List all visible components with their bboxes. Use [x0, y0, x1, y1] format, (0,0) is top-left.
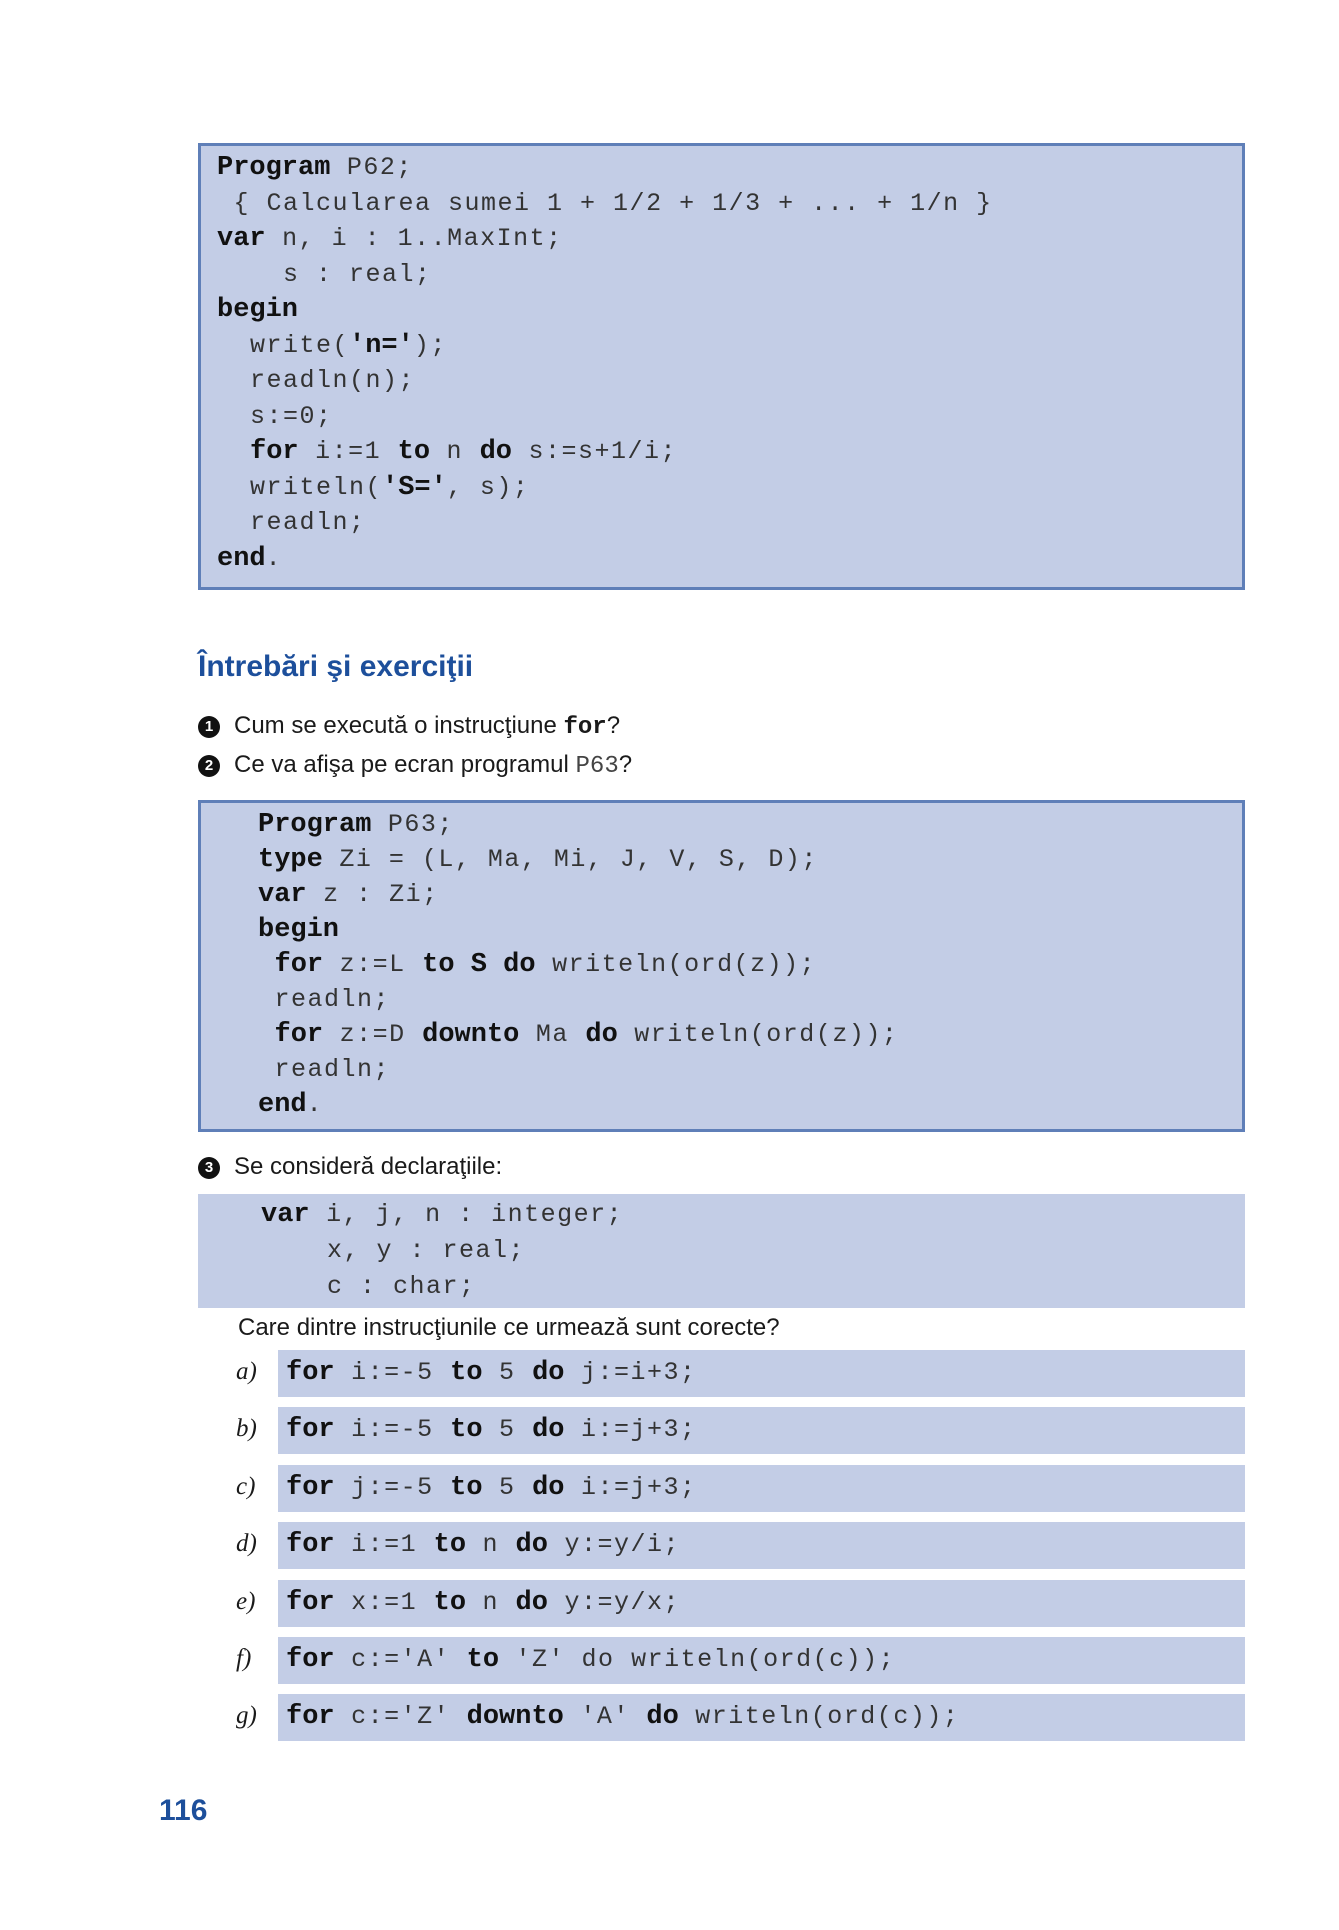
code-keyword: for [286, 1530, 335, 1561]
code-line [217, 542, 282, 576]
code-line [217, 329, 447, 363]
code-text: 'Z' do writeln(ord(c)); [499, 1645, 896, 1674]
code-keyword: do [532, 1415, 565, 1446]
code-line [286, 1413, 697, 1447]
question-number: 2 [198, 755, 220, 777]
code-line [258, 1088, 323, 1122]
code-keyword: begin [217, 295, 299, 325]
code-keyword: 'S=' [382, 472, 447, 503]
code-keyword: for [286, 1472, 335, 1503]
code-text: writeln( [217, 472, 383, 502]
code-text: n [466, 1530, 516, 1560]
code-keyword: to [450, 1472, 483, 1503]
option-label: a) [236, 1358, 257, 1385]
option-label: c) [236, 1472, 256, 1500]
code-line [217, 400, 333, 434]
code-text: s : real; [217, 259, 432, 289]
option-code-d [278, 1522, 1245, 1569]
code-line [286, 1586, 680, 1620]
code-keyword: begin [258, 915, 340, 945]
code-text: j:=i+3; [564, 1358, 697, 1387]
question-text: Ce va afişa pe ecran programul [234, 751, 576, 778]
code-text [217, 437, 250, 466]
option-code-f [278, 1637, 1245, 1684]
code-line [286, 1700, 959, 1734]
code-text: j:=-5 [334, 1472, 451, 1502]
code-line [258, 948, 816, 982]
code-block-p62 [198, 143, 1245, 590]
section-heading: Întrebări şi exerciţii [198, 650, 474, 683]
code-text: 5 [482, 1358, 533, 1387]
code-keyword: do [585, 1020, 618, 1050]
code-text: 5 [482, 1415, 533, 1445]
code-text: . [265, 543, 283, 573]
code-text: readln; [258, 1055, 391, 1084]
code-keyword: for [286, 1645, 335, 1675]
question-text: Cum se execută o instrucţiune [234, 712, 564, 739]
code-text: P62; [330, 153, 413, 182]
code-text: i:=1 [334, 1530, 434, 1560]
code-line [286, 1471, 697, 1505]
question-1 [198, 712, 620, 741]
code-block-p63 [198, 800, 1245, 1132]
code-text: c:='A' [334, 1645, 467, 1674]
option-label: f) [236, 1645, 252, 1672]
question-end: ? [606, 712, 621, 739]
code-text: Zi = (L, Ma, Mi, J, V, S, D); [322, 845, 818, 874]
code-keyword: downto [422, 1020, 520, 1050]
code-text: n [466, 1587, 516, 1617]
option-code-a [278, 1350, 1245, 1397]
code-keyword: do [479, 437, 512, 467]
code-line [286, 1528, 680, 1562]
question-end: ? [618, 751, 633, 778]
code-line [217, 293, 298, 327]
code-text: c:='Z' [334, 1702, 467, 1732]
code-text: i:=j+3; [564, 1415, 697, 1445]
question-code: for [563, 714, 607, 741]
code-keyword: to [466, 1645, 500, 1675]
code-keyword: Program [217, 153, 331, 183]
code-keyword: end [258, 1090, 307, 1120]
code-keyword: for [286, 1702, 335, 1733]
question-text: Se consideră declaraţiile: [234, 1153, 503, 1180]
code-text: readln; [258, 985, 391, 1014]
code-line [261, 1270, 476, 1304]
code-keyword: to [397, 437, 431, 467]
code-text [258, 1020, 275, 1049]
code-line [258, 808, 454, 842]
code-line [258, 843, 818, 877]
code-keyword: to [450, 1415, 483, 1446]
code-text: z:=L [323, 950, 423, 979]
code-text: ); [413, 330, 447, 360]
question-number: 3 [198, 1157, 220, 1179]
code-line [286, 1643, 895, 1677]
code-text: n, i : 1..MaxInt; [265, 224, 563, 253]
code-keyword: to [433, 1587, 467, 1618]
code-text: readln; [217, 508, 366, 537]
code-keyword: do [515, 1587, 548, 1618]
code-text: . [306, 1090, 324, 1119]
code-line [217, 364, 415, 398]
code-line [258, 913, 339, 947]
code-keyword: for [274, 950, 324, 980]
code-line [261, 1198, 623, 1232]
code-keyword: do [515, 1530, 548, 1561]
option-label: b) [236, 1415, 257, 1443]
code-text: 'A' [563, 1702, 647, 1732]
code-line [258, 983, 390, 1017]
page-number: 116 [159, 1794, 208, 1827]
code-keyword: for [286, 1358, 335, 1388]
option-code-g [278, 1694, 1245, 1741]
option-code-c [278, 1465, 1245, 1512]
code-text: i:=1 [298, 437, 398, 466]
code-line [258, 878, 439, 912]
code-line [217, 471, 529, 505]
code-keyword: do [532, 1472, 565, 1503]
code-text: writeln(ord(z)); [535, 950, 817, 979]
code-line [261, 1234, 525, 1268]
code-keyword: var [217, 224, 266, 254]
code-text: y:=y/x; [547, 1587, 680, 1617]
code-text: writeln(ord(c)); [678, 1702, 960, 1732]
code-keyword: Program [258, 810, 372, 840]
code-line [217, 435, 677, 469]
code-line [258, 1018, 898, 1052]
code-keyword: var [261, 1200, 310, 1230]
code-text: readln(n); [217, 366, 416, 395]
code-text: s:=0; [217, 401, 333, 431]
code-text: i:=-5 [334, 1415, 451, 1445]
code-keyword: end [217, 543, 266, 574]
option-label: d) [236, 1530, 257, 1558]
code-keyword: 'n=' [349, 330, 414, 361]
code-text: z : Zi; [306, 880, 439, 909]
code-line [217, 258, 432, 292]
code-line [217, 222, 563, 256]
option-code-e [278, 1580, 1245, 1627]
option-label: g) [236, 1702, 257, 1730]
code-keyword: downto [466, 1702, 564, 1733]
code-keyword: to [433, 1530, 467, 1561]
code-keyword: type [258, 845, 323, 875]
code-line [217, 506, 366, 540]
code-keyword: do [646, 1702, 679, 1733]
code-line [217, 151, 413, 185]
question-number: 1 [198, 716, 220, 738]
code-keyword: for [250, 437, 299, 467]
code-text: y:=y/i; [547, 1530, 680, 1560]
code-text: z:=D [323, 1020, 423, 1049]
code-text: n [430, 437, 480, 466]
code-line [258, 1053, 390, 1087]
code-text: writeln(ord(z)); [617, 1020, 899, 1049]
code-keyword: for [286, 1587, 335, 1618]
code-keyword: to S do [422, 950, 536, 980]
code-text: i, j, n : integer; [309, 1200, 624, 1229]
code-text: c : char; [261, 1272, 476, 1301]
question-3-followup: Care dintre instrucţiunile ce urmează sunt corecte? [238, 1314, 780, 1341]
code-keyword: to [450, 1358, 483, 1388]
code-text: P63; [371, 810, 454, 839]
code-text [258, 950, 275, 979]
code-text: s:=s+1/i; [511, 437, 677, 466]
code-line [286, 1356, 697, 1390]
code-keyword: for [286, 1415, 335, 1446]
code-keyword: var [258, 880, 307, 910]
code-text: i:=j+3; [564, 1472, 697, 1502]
code-block-declarations [198, 1194, 1245, 1308]
code-keyword: for [274, 1020, 324, 1050]
code-text: i:=-5 [334, 1358, 451, 1387]
code-line [217, 187, 993, 221]
question-code: P63 [575, 753, 619, 780]
question-2 [198, 751, 632, 780]
code-text: 5 [482, 1472, 533, 1502]
code-keyword: do [532, 1358, 565, 1388]
code-text: x, y : real; [261, 1236, 526, 1265]
code-text: { Calcularea sumei 1 + 1/2 + 1/3 + ... + 1/n } [217, 188, 993, 218]
option-label: e) [236, 1587, 256, 1615]
code-text: x:=1 [334, 1587, 434, 1617]
option-code-b [278, 1407, 1245, 1454]
code-text: , s); [446, 472, 530, 502]
code-text: write( [217, 330, 350, 360]
code-text: Ma [519, 1020, 586, 1049]
question-3 [198, 1153, 502, 1181]
